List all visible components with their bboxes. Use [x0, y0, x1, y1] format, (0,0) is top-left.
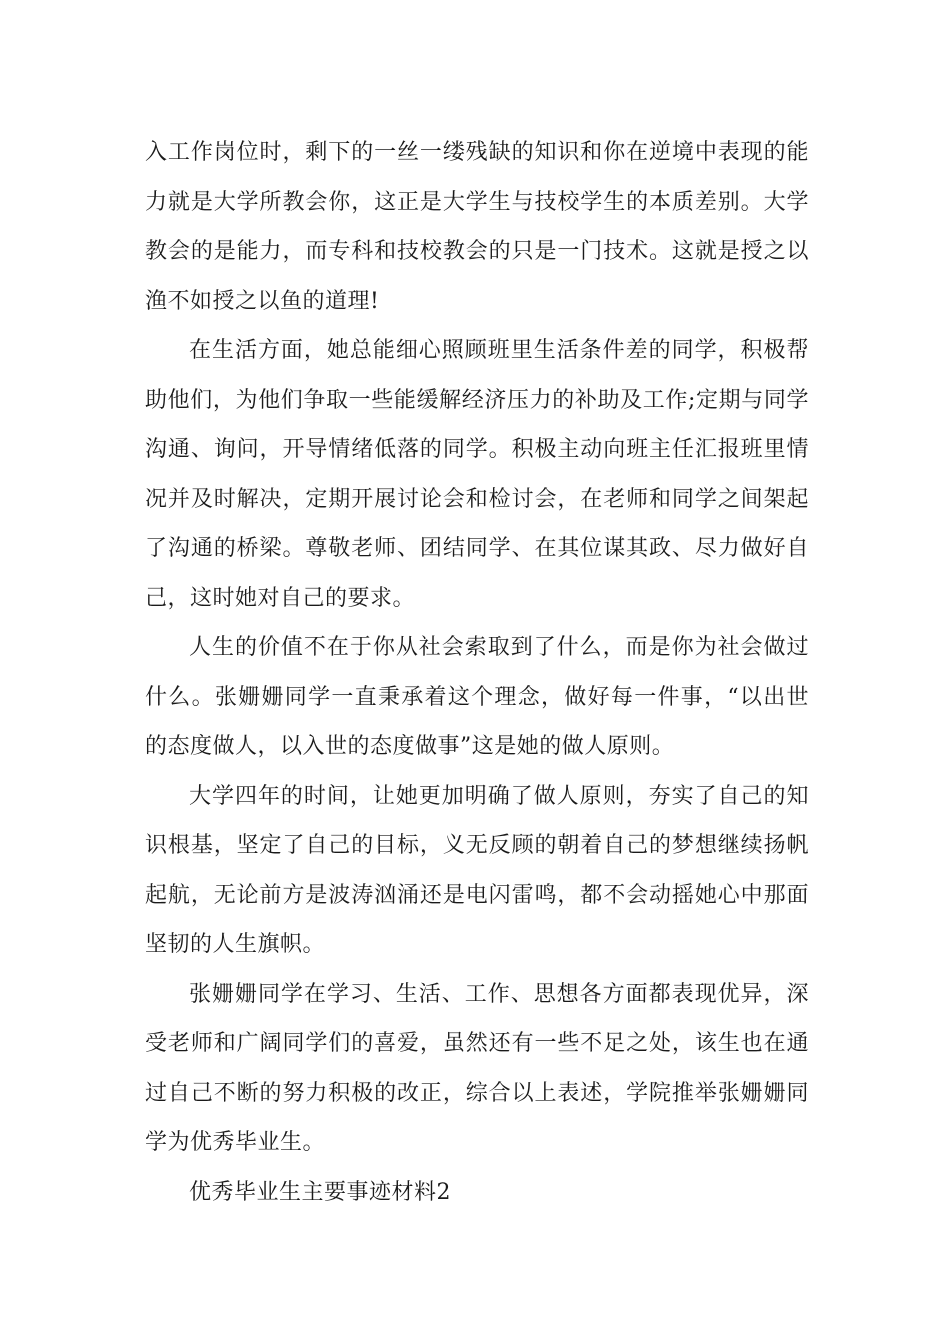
- paragraph-four-years: 大学四年的时间，让她更加明确了做人原则，夯实了自己的知识根基，坚定了自己的目标，义无反顾的朝着自己的梦想继续扬帆起航，无论前方是波涛汹涌还是电闪雷鸣，都不会动摇她心中那面坚韧的人生旗帜。: [145, 783, 809, 957]
- paragraph-continuation: 入工作岗位时，剩下的一丝一缕残缺的知识和你在逆境中表现的能力就是大学所教会你，这正是大学生与技校学生的本质差别。大学教会的是能力，而专科和技校教会的只是一门技术。这就是授之以渔不如授之以鱼的道理!: [145, 140, 809, 314]
- paragraph-life: 在生活方面，她总能细心照顾班里生活条件差的同学，积极帮助他们，为他们争取一些能缓解经济压力的补助及工作;定期与同学沟通、询问，开导情绪低落的同学。积极主动向班主任汇报班里情况并及时解决，定期开展讨论会和检讨会，在老师和同学之间架起了沟通的桥梁。尊敬老师、团结同学、在其位谋其政、尽力做好自己，这时她对自己的要求。: [145, 338, 809, 611]
- document-body: [145, 128, 809, 1217]
- section-heading: 优秀毕业生主要事迹材料2: [189, 1179, 451, 1205]
- paragraph-summary: 张姗姗同学在学习、生活、工作、思想各方面都表现优异，深受老师和广阔同学们的喜爱，虽然还有一些不足之处，该生也在通过自己不断的努力积极的改正，综合以上表述，学院推举张姗姗同学为优秀毕业生。: [145, 981, 809, 1155]
- paragraph-values: 人生的价值不在于你从社会索取到了什么，而是你为社会做过什么。张姗姗同学一直秉承着这个理念，做好每一件事，“以出世的态度做人，以入世的态度做事”这是她的做人原则。: [145, 635, 809, 759]
